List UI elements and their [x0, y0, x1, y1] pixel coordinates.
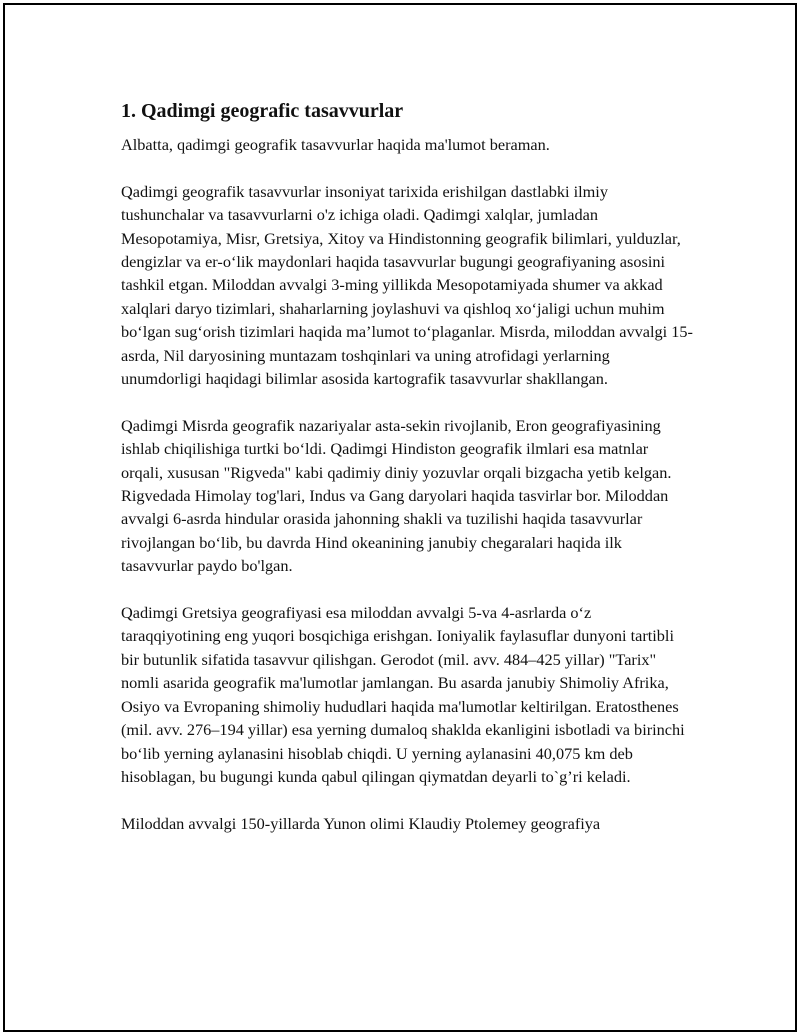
- page-frame: [3, 3, 797, 1032]
- paragraph-greece: Qadimgi Gretsiya geografiyasi esa miloddan avvalgi 5-va 4-asrlarda o‘z taraqqiyotining eng yuqori bosqichiga erishgan. Ioniyalik faylasuflar dunyoni tartibli bir butunlik sifatida tasavvur qilishgan. Gerodot (mil. avv. 484–425 yillar) "Tarix" nomli asarida geografik ma'lumotlar jamlangan. Bu asarda janubiy Shimoliy Afrika, Osiyo va Evropaning shimoliy hududlari haqida ma'lumotlar keltirilgan. Eratosthenes (mil. avv. 276–194 yillar) esa yerning dumaloq shaklda ekanligini isbotladi va birinchi bo‘lib yerning aylanasini hisoblab chiqdi. U yerning aylanasini 40,075 km deb hisoblagan, bu bugungi kunda qabul qilingan qiymatdan deyarli to`g’ri keladi.: [121, 603, 685, 786]
- intro-paragraph: Albatta, qadimgi geografik tasavvurlar haqida ma'lumot beraman.: [121, 135, 550, 154]
- paragraph-mesopotamia-egypt: Qadimgi geografik tasavvurlar insoniyat tarixida erishilgan dastlabki ilmiy tushunchalar va tasavvurlarni o'z ichiga oladi. Qadimgi xalqlar, jumladan Mesopotamiya, Misr, Gretsiya, Xitoy va Hindistonning geografik bilimlari, yulduzlar, dengizlar va er-o‘lik maydonlari haqida tasavvurlar bugungi geografiyaning asosini tashkil etgan. Miloddan avvalgi 3-ming yillikda Mesopotamiyada shumer va akkad xalqlari daryo tizimlari, shaharlarning joylashuvi va qishloq xo‘jaligi uchun muhim bo‘lgan sug‘orish tizimlari haqida ma’lumot to‘plaganlar. Misrda, miloddan avvalgi 15-asrda, Nil daryosining muntazam toshqinlari va uning atrofidagi yerlarning unumdorligi haqidagi bilimlar asosida kartografik tasavvurlar shakllangan.: [121, 181, 693, 389]
- paragraph-egypt-india: Qadimgi Misrda geografik nazariyalar asta-sekin rivojlanib, Eron geografiyasining ishlab chiqilishiga turtki bo‘ldi. Qadimgi Hindiston geografik ilmlari esa matnlar orqali, xususan "Rigveda" kabi qadimiy diniy yozuvlar orqali bizgacha yetib kelgan. Rigvedada Himolay tog'lari, Indus va Gang daryolari haqida tasvirlar bor. Miloddan avvalgi 6-asrda hindular orasida jahonning shakli va tuzilishi haqida tasavvurlar rivojlangan bo‘lib, bu davrda Hind okeanining janubiy chegaralari haqida ilk tasavvurlar paydo bo'lgan.: [121, 415, 672, 576]
- paragraph-ptolemy: Miloddan avvalgi 150-yillarda Yunon olimi Klaudiy Ptolemey geografiya: [121, 813, 601, 833]
- section-heading: 1. Qadimgi geografic tasavvurlar: [121, 100, 404, 122]
- document-body: [121, 99, 693, 859]
